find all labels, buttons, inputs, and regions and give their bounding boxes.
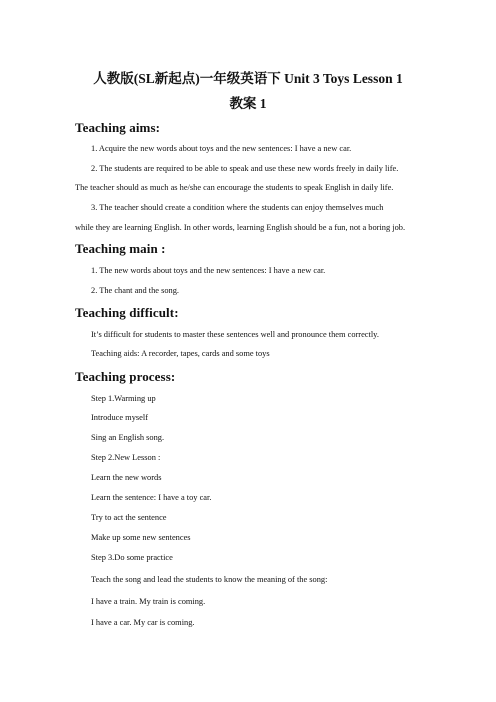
aims-item-2-cont: The teacher should as much as he/she can encourage the students to speak English in daily life. bbox=[75, 183, 394, 192]
teaching-aims-heading: Teaching aims: bbox=[75, 120, 161, 135]
process-line: Step 1.Warming up bbox=[91, 394, 156, 403]
process-line: Step 2.New Lesson : bbox=[91, 453, 161, 462]
process-line: I have a train. My train is coming. bbox=[91, 597, 206, 606]
process-line: Sing an English song. bbox=[91, 433, 165, 442]
teaching-main-heading: Teaching main : bbox=[75, 241, 166, 256]
aims-item-3-cont: while they are learning English. In other words, learning English should be a fun, not a boring job. bbox=[75, 223, 406, 232]
process-line: I have a car. My car is coming. bbox=[91, 618, 195, 627]
process-line: Try to act the sentence bbox=[91, 513, 167, 522]
process-line: Introduce myself bbox=[91, 413, 148, 422]
aims-item-3: 3. The teacher should create a condition where the students can enjoy themselves much bbox=[91, 203, 384, 212]
aims-item-2: 2. The students are required to be able to speak and use these new words freely in daily life. bbox=[91, 164, 399, 173]
main-item-2: 2. The chant and the song. bbox=[91, 286, 179, 295]
process-line: Teach the song and lead the students to know the meaning of the song: bbox=[91, 575, 328, 584]
teaching-aids-line: Teaching aids: A recorder, tapes, cards and some toys bbox=[91, 349, 270, 358]
document-title: 人教版(SL新起点)一年级英语下 Unit 3 Toys Lesson 1 bbox=[93, 71, 403, 86]
process-line: Make up some new sentences bbox=[91, 533, 191, 542]
teaching-difficult-heading: Teaching difficult: bbox=[75, 305, 179, 320]
main-item-1: 1. The new words about toys and the new sentences: I have a new car. bbox=[91, 266, 326, 275]
process-line: Step 3.Do some practice bbox=[91, 553, 173, 562]
process-line: Learn the new words bbox=[91, 473, 162, 482]
process-line: Learn the sentence: I have a toy car. bbox=[91, 493, 212, 502]
difficult-line-1: It’s difficult for students to master these sentences well and pronounce them correctly. bbox=[91, 330, 379, 339]
document-subtitle: 教案 1 bbox=[229, 96, 267, 111]
teaching-process-heading: Teaching process: bbox=[75, 369, 176, 384]
aims-item-1: 1. Acquire the new words about toys and the new sentences: I have a new car. bbox=[91, 144, 352, 153]
